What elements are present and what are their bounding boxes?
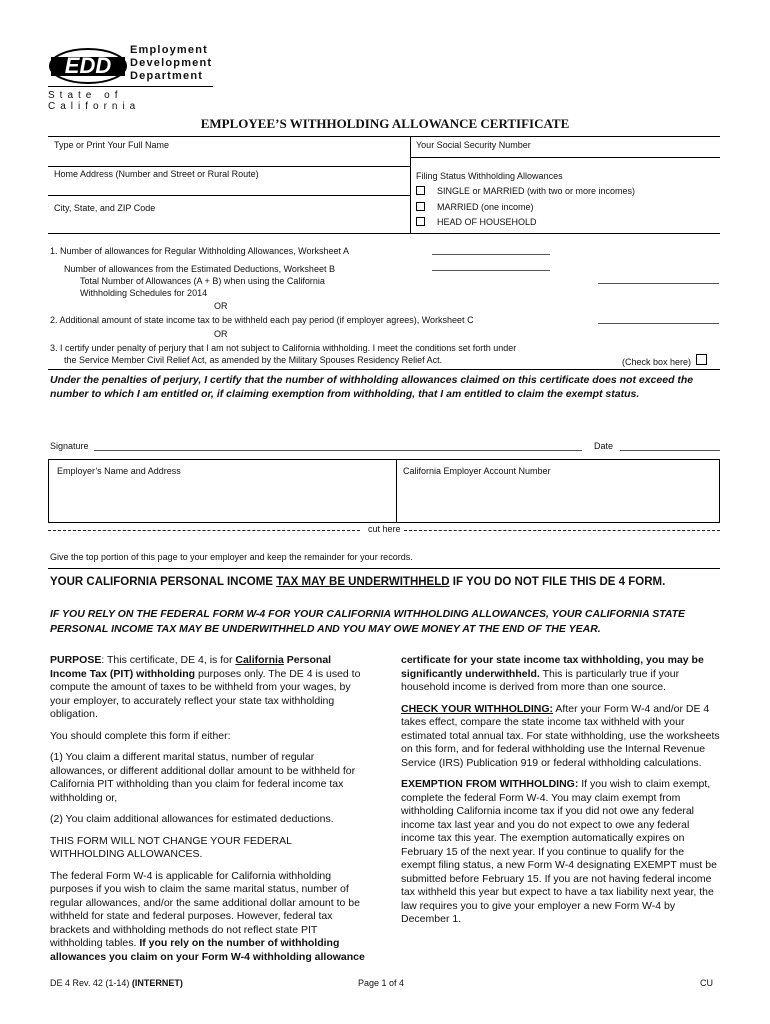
org-line-2: Development (130, 57, 213, 69)
filing-option-hoh[interactable]: HEAD OF HOUSEHOLD (416, 217, 537, 227)
filing-status-label: Filing Status Withholding Allowances (416, 171, 563, 181)
left-column (50, 654, 366, 972)
cut-line-right (404, 530, 720, 531)
filing-option-single[interactable]: SINGLE or MARRIED (with two or more incomes) (416, 186, 635, 196)
give-top-instruction: Give the top portion of this page to your employer and keep the remainder for your records. (50, 552, 413, 562)
checkbox-icon[interactable] (416, 186, 425, 195)
city-state-zip-field[interactable]: City, State, and ZIP Code (54, 203, 156, 213)
underwithheld-heading: YOUR CALIFORNIA PERSONAL INCOME TAX MAY BE UNDERWITHHELD IF YOU DO NOT FILE THIS DE 4 FORM. (50, 576, 666, 588)
line-1c-input[interactable] (598, 283, 719, 284)
or-separator-1: OR (214, 301, 228, 311)
employer-account-field[interactable]: California Employer Account Number (403, 466, 551, 476)
line-2-input[interactable] (598, 323, 719, 324)
purpose-paragraph: PURPOSE: This certificate, DE 4, is for California Personal Income Tax (PIT) withholding purposes only. The DE 4 is used to compute the amount of taxes to be withheld from your wages, by your employer, to accurately reflect your state tax withholding obligation. (50, 654, 361, 720)
filing-option-married[interactable]: MARRIED (one income) (416, 202, 534, 212)
check-box-here-label[interactable]: (Check box here) (622, 354, 707, 367)
line-3-label-2: the Service Member Civil Relief Act, as amended by the Military Spouses Residency Relief Act. (64, 355, 443, 365)
ssn-field[interactable]: Your Social Security Number (416, 140, 531, 150)
line-3-label-1: 3. I certify under penalty of perjury that I am not subject to California withholding. I meet the conditions set forth under (50, 343, 517, 353)
perjury-statement: Under the penalties of perjury, I certify that the number of withholding allowances claimed on this certificate does not exceed the number to which I am entitled or, if claiming exemption from withholding, that I am entitled to claim the exempt status. (50, 374, 694, 400)
line-1c-label-2: Withholding Schedules for 2014 (80, 288, 208, 298)
checkbox-icon[interactable] (416, 217, 425, 226)
home-address-field[interactable]: Home Address (Number and Street or Rural Route) (54, 169, 259, 179)
check-withholding-paragraph: CHECK YOUR WITHHOLDING: After your Form W-4 and/or DE 4 takes effect, compare the state income tax withheld with your estimated total annual tax. For state withholding, use the worksheets on this form, and for federal withholding use the Internal Revenue Service (IRS) Publication 919 or federal withholding calculations. (401, 702, 720, 769)
signature-line[interactable] (94, 450, 582, 451)
line-2-label: 2. Additional amount of state income tax to be withheld each pay period (if employer agrees), Worksheet C (50, 315, 474, 325)
or-separator-2: OR (214, 329, 228, 339)
w4-applicability-text: The federal Form W-4 is applicable for California withholding purposes if you wish to claim the same marital status, number of regular allowances, and/or the same additional dollar amount to be withheld for state and federal purposes. However, federal tax brackets and withholding methods do not reflect state PIT withholding tables. If you rely on the number of withholding allowances you claim on your Form W-4 withholding allowance (50, 869, 365, 963)
page-number: Page 1 of 4 (358, 978, 405, 988)
right-column (401, 654, 721, 935)
employee-info-box (48, 136, 720, 234)
exempt-checkbox-icon[interactable] (696, 354, 707, 365)
org-line-3: Department (130, 70, 204, 82)
form-title: EMPLOYEE’S WITHHOLDING ALLOWANCE CERTIFICATE (200, 116, 570, 131)
org-line-1: Employment (130, 44, 209, 56)
line-1c-label-1: Total Number of Allowances (A + B) when using the California (80, 276, 325, 286)
exemption-paragraph: EXEMPTION FROM WITHHOLDING: If you wish to claim exempt, complete the federal Form W-4. You may claim exempt from withholding California income tax if you did not owe any federal income tax last year and you do not expect to owe any federal income tax this year. The exemption automatically expires on February 15 of the next year. If you continue to qualify for the exempt filing status, a new Form W-4 designating EXEMPT must be submitted before February 15. If you are not having federal income tax withheld this year but expect to have a tax liability next year, the law requires you to give your employer a new Form W-4 by December 1. (401, 778, 717, 925)
employer-name-field[interactable]: Employer’s Name and Address (57, 466, 181, 476)
cut-line-left (48, 530, 360, 531)
date-line[interactable] (620, 450, 720, 451)
federal-w4-warning: IF YOU RELY ON THE FEDERAL FORM W-4 FOR YOUR CALIFORNIA WITHHOLDING ALLOWANCES, YOUR CALIFORNIA STATE PERSONAL INCOME TAX MAY BE UNDERWITHHELD AND YOU MAY OWE MONEY AT THE END OF THE YEAR. (50, 608, 686, 635)
condition-2: (2) You claim additional allowances for estimated deductions. (50, 813, 334, 825)
form-id: DE 4 Rev. 42 (1-14) (INTERNET) (50, 978, 183, 988)
condition-1: (1) You claim a different marital status, number of regular allowances, or different additional dollar amount to be withheld for California PIT withholding than you claim for federal income tax withholding or, (50, 751, 356, 804)
date-label: Date (594, 441, 614, 451)
underwithheld-continued: certificate for your state income tax withholding, you may be significantly underwithheld. This is particularly true if your household income is derived from more than one source. (401, 654, 704, 693)
line-1b-input[interactable] (432, 270, 550, 271)
edd-logo-mark (48, 46, 128, 86)
will-not-change-text: THIS FORM WILL NOT CHANGE YOUR FEDERAL WITHHOLDING ALLOWANCES. (50, 834, 292, 860)
state-line: State of California (48, 90, 141, 112)
line-1b-label: Number of allowances from the Estimated Deductions, Worksheet B (64, 264, 335, 274)
svg-text:EDD: EDD (64, 53, 112, 78)
footer-code: CU (700, 978, 713, 988)
line-1-label: 1. Number of allowances for Regular Withholding Allowances, Worksheet A (50, 246, 349, 256)
full-name-field[interactable]: Type or Print Your Full Name (54, 140, 170, 150)
employer-box (48, 459, 720, 523)
edd-logo (48, 44, 218, 112)
should-complete-text: You should complete this form if either: (50, 729, 231, 742)
line-1-input[interactable] (432, 254, 550, 255)
checkbox-icon[interactable] (416, 202, 425, 211)
cut-here-label: cut here (368, 524, 401, 534)
signature-label: Signature (50, 441, 89, 451)
